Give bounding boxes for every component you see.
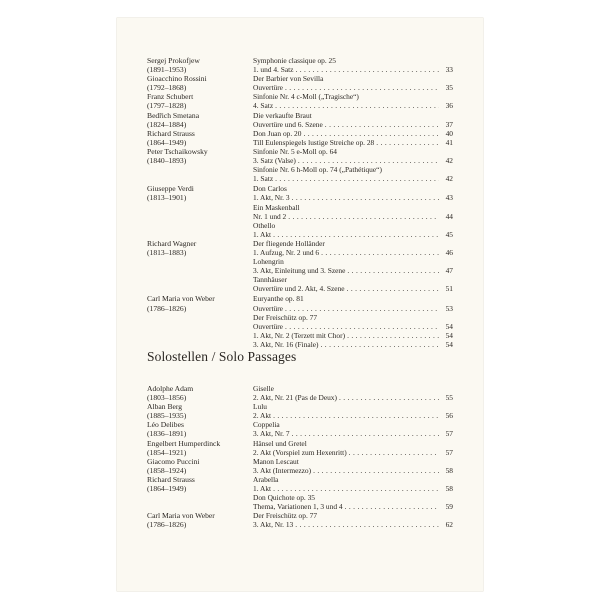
toc-line <box>253 439 453 448</box>
work-title: 3. Akt, Nr. 7 <box>253 429 290 439</box>
toc-line <box>253 248 453 257</box>
work-title: Sinfonie Nr. 4 c-Moll („Tragische“) <box>253 92 359 102</box>
composer-block <box>147 92 239 110</box>
work-list <box>253 294 453 349</box>
work-title: 1. Akt <box>253 229 272 239</box>
work-title: Ouvertüre <box>253 321 283 331</box>
toc-line <box>253 193 453 202</box>
toc-line <box>253 230 453 239</box>
work-title: 3. Akt (Intermezzo) <box>253 465 312 475</box>
toc-line <box>253 493 453 502</box>
toc-line <box>253 92 453 101</box>
page-number: 57 <box>445 447 453 457</box>
composer-name: Peter Tschaikowsky <box>147 146 208 156</box>
page-number: 51 <box>445 284 453 294</box>
composer-entry <box>147 92 453 110</box>
work-item <box>253 384 453 402</box>
toc-line <box>253 284 453 293</box>
work-title: Der Freischütz op. 77 <box>253 511 318 521</box>
toc-line <box>253 266 453 275</box>
composer-block <box>147 420 239 438</box>
toc-line <box>253 138 453 147</box>
page-number: 42 <box>445 156 453 166</box>
work-item <box>253 294 453 312</box>
work-title: 1. Aufzug, Nr. 2 und 6 <box>253 247 320 257</box>
work-list <box>253 74 453 92</box>
composer-name: Léo Delibes <box>147 420 184 430</box>
work-item <box>253 184 453 202</box>
toc-line <box>253 147 453 156</box>
work-list <box>253 439 453 457</box>
work-title: Hänsel und Gretel <box>253 438 307 448</box>
toc-line <box>253 101 453 110</box>
toc-line <box>253 313 453 322</box>
composer-dates: (1864–1949) <box>147 137 187 147</box>
composer-block <box>147 402 239 420</box>
composer-name: Engelbert Humperdinck <box>147 438 221 448</box>
toc-line <box>253 156 453 165</box>
work-item <box>253 221 453 239</box>
dot-leader <box>376 138 439 147</box>
composer-name: Gioacchino Rossini <box>147 74 207 84</box>
composer-entry <box>147 129 453 147</box>
page-number: 43 <box>445 193 453 203</box>
section-solo-passages <box>147 384 453 530</box>
work-item <box>253 257 453 275</box>
composer-block <box>147 511 239 529</box>
work-title: Don Carlos <box>253 184 287 194</box>
work-item <box>253 475 453 493</box>
composer-block <box>147 439 239 457</box>
work-title: Euryanthe op. 81 <box>253 294 304 304</box>
page-number: 36 <box>445 101 453 111</box>
toc-line <box>253 203 453 212</box>
work-title: Die verkaufte Braut <box>253 110 312 120</box>
dot-leader <box>275 101 439 110</box>
composer-entry <box>147 439 453 457</box>
composer-name: Bedřich Smetana <box>147 110 200 120</box>
work-list <box>253 56 453 74</box>
composer-entry <box>147 294 453 349</box>
page-number: 54 <box>445 330 453 340</box>
work-list <box>253 511 453 529</box>
composer-dates: (1786–1826) <box>147 303 187 313</box>
dot-leader <box>292 429 439 438</box>
work-title: Der fliegende Holländer <box>253 238 325 248</box>
toc-line <box>253 120 453 129</box>
toc-line <box>253 448 453 457</box>
work-item <box>253 511 453 529</box>
work-title: Sinfonie Nr. 5 e-Moll op. 64 <box>253 146 337 156</box>
work-title: Symphonie classique op. 25 <box>253 56 336 65</box>
work-title: Ouvertüre und 2. Akt, 4. Szene <box>253 284 345 294</box>
composer-name: Sergej Prokofjew <box>147 56 200 65</box>
work-item <box>253 111 453 129</box>
work-title: 1. und 4. Satz <box>253 65 294 75</box>
work-item <box>253 402 453 420</box>
toc-line <box>253 520 453 529</box>
work-item <box>253 129 453 147</box>
composer-block <box>147 147 239 165</box>
composer-entry <box>147 420 453 438</box>
work-item <box>253 313 453 349</box>
toc-line <box>253 239 453 248</box>
page-number: 47 <box>445 266 453 276</box>
page-number: 41 <box>445 137 453 147</box>
page-number: 53 <box>445 303 453 313</box>
work-title: Arabella <box>253 474 279 484</box>
composer-entry <box>147 475 453 511</box>
toc-line <box>253 56 453 65</box>
dot-leader <box>320 340 439 349</box>
dot-leader <box>347 284 439 293</box>
composer-dates: (1854–1921) <box>147 447 187 457</box>
toc-line <box>253 111 453 120</box>
work-item <box>253 92 453 110</box>
page-number: 55 <box>445 393 453 403</box>
page-number: 58 <box>445 465 453 475</box>
composer-entry <box>147 74 453 92</box>
dot-leader <box>339 393 439 402</box>
composer-block <box>147 56 239 74</box>
work-title: Lohengrin <box>253 257 284 267</box>
work-list <box>253 239 453 294</box>
toc-line <box>253 340 453 349</box>
work-title: Sinfonie Nr. 6 h-Moll op. 74 („Pathétique“) <box>253 165 382 175</box>
page-number: 45 <box>445 229 453 239</box>
work-title: Till Eulenspiegels lustige Streiche op. 28 <box>253 137 375 147</box>
work-title: Giselle <box>253 384 274 393</box>
dot-leader <box>298 156 439 165</box>
work-title: Don Juan op. 20 <box>253 128 302 138</box>
toc-line <box>253 384 453 393</box>
work-list <box>253 402 453 420</box>
composer-entry <box>147 402 453 420</box>
work-list <box>253 457 453 475</box>
composer-name: Richard Strauss <box>147 128 195 138</box>
toc-line <box>253 212 453 221</box>
dot-leader <box>303 129 439 138</box>
work-list <box>253 111 453 129</box>
composer-dates: (1797–1828) <box>147 101 187 111</box>
toc-line <box>253 411 453 420</box>
work-item <box>253 74 453 92</box>
toc-line <box>253 475 453 484</box>
work-list <box>253 384 453 402</box>
page-number: 54 <box>445 321 453 331</box>
composer-entry <box>147 147 453 183</box>
dot-leader <box>285 304 439 313</box>
page-number: 46 <box>445 247 453 257</box>
dot-leader <box>347 331 439 340</box>
dot-leader <box>345 502 439 511</box>
work-title: Ein Maskenball <box>253 202 300 212</box>
composer-block <box>147 294 239 312</box>
composer-entry <box>147 511 453 529</box>
composer-name: Giacomo Puccini <box>147 456 200 466</box>
work-item <box>253 439 453 457</box>
toc-line <box>253 294 453 303</box>
composer-dates: (1803–1856) <box>147 393 187 403</box>
composer-block <box>147 74 239 92</box>
work-title: Nr. 1 und 2 <box>253 211 287 221</box>
section-orchestral-excerpts <box>147 56 453 349</box>
work-title: 4. Satz <box>253 101 274 111</box>
dot-leader <box>273 411 439 420</box>
composer-dates: (1885–1935) <box>147 411 187 421</box>
page-number: 56 <box>445 411 453 421</box>
work-title: Der Freischütz op. 77 <box>253 312 318 322</box>
work-title: Ouvertüre <box>253 83 283 93</box>
work-title: Tannhäuser <box>253 275 287 285</box>
work-title: Ouvertüre <box>253 303 283 313</box>
dot-leader <box>273 484 439 493</box>
toc-line <box>253 322 453 331</box>
composer-block <box>147 111 239 129</box>
work-item <box>253 457 453 475</box>
work-item <box>253 203 453 221</box>
dot-leader <box>295 520 439 529</box>
toc-line <box>253 165 453 174</box>
work-title: 2. Akt, Nr. 21 (Pas de Deux) <box>253 393 337 403</box>
work-title: 3. Akt, Einleitung und 3. Szene <box>253 266 346 276</box>
dot-leader <box>321 248 439 257</box>
toc-line <box>253 484 453 493</box>
toc-line <box>253 393 453 402</box>
page-number: 33 <box>445 65 453 75</box>
work-title: 1. Akt, Nr. 2 (Terzett mit Chor) <box>253 330 346 340</box>
toc-line <box>253 83 453 92</box>
work-item <box>253 165 453 183</box>
toc-line <box>253 174 453 183</box>
composer-name: Giuseppe Verdi <box>147 184 194 194</box>
work-list <box>253 420 453 438</box>
page-number: 54 <box>445 339 453 349</box>
toc-line <box>253 221 453 230</box>
work-title: 3. Akt, Nr. 16 (Finale) <box>253 339 319 349</box>
page-number: 58 <box>445 484 453 494</box>
composer-name: Carl Maria von Weber <box>147 294 215 304</box>
page-number: 42 <box>445 174 453 184</box>
work-title: Thema, Variationen 1, 3 und 4 <box>253 502 343 512</box>
composer-block <box>147 384 239 402</box>
work-item <box>253 147 453 165</box>
work-item <box>253 420 453 438</box>
toc-line <box>253 466 453 475</box>
dot-leader <box>275 174 439 183</box>
toc-line <box>253 429 453 438</box>
work-title: Othello <box>253 220 276 230</box>
dot-leader <box>295 65 439 74</box>
composer-dates: (1792–1868) <box>147 83 187 93</box>
work-list <box>253 147 453 183</box>
dot-leader <box>288 212 439 221</box>
toc-line <box>253 184 453 193</box>
composer-dates: (1891–1953) <box>147 65 187 75</box>
composer-dates: (1813–1883) <box>147 247 187 257</box>
toc-line <box>253 275 453 284</box>
work-title: 1. Akt <box>253 484 272 494</box>
dot-leader <box>347 266 439 275</box>
dot-leader <box>273 230 439 239</box>
work-title: Der Barbier von Sevilla <box>253 74 324 84</box>
composer-entry <box>147 457 453 475</box>
toc-line <box>253 511 453 520</box>
composer-dates: (1836–1891) <box>147 429 187 439</box>
work-title: 3. Akt, Nr. 13 <box>253 520 294 530</box>
work-title: Coppelia <box>253 420 280 430</box>
work-list <box>253 92 453 110</box>
toc-line <box>253 257 453 266</box>
work-title: 3. Satz (Valse) <box>253 156 296 166</box>
toc-line <box>253 457 453 466</box>
dot-leader <box>349 448 439 457</box>
composer-entry <box>147 56 453 74</box>
work-title: Lulu <box>253 402 267 412</box>
composer-block <box>147 239 239 257</box>
work-title: Manon Lescaut <box>253 456 299 466</box>
work-item <box>253 239 453 257</box>
work-item <box>253 56 453 74</box>
composer-block <box>147 129 239 147</box>
page-number: 59 <box>445 502 453 512</box>
composer-name: Adolphe Adam <box>147 384 194 393</box>
composer-block <box>147 475 239 493</box>
composer-name: Richard Wagner <box>147 238 197 248</box>
dot-leader <box>285 83 439 92</box>
composer-entry <box>147 239 453 294</box>
section-heading: Solostellen / Solo Passages <box>147 349 297 364</box>
toc-line <box>253 402 453 411</box>
dot-leader <box>285 322 439 331</box>
work-title: 1. Akt, Nr. 3 <box>253 193 290 203</box>
work-item <box>253 275 453 293</box>
composer-entry <box>147 384 453 402</box>
work-item <box>253 493 453 511</box>
dot-leader <box>325 120 439 129</box>
work-title: 2. Akt (Vorspiel zum Hexenritt) <box>253 447 347 457</box>
page-number: 57 <box>445 429 453 439</box>
composer-entry <box>147 184 453 239</box>
toc-line <box>253 331 453 340</box>
toc-line <box>253 129 453 138</box>
composer-dates: (1786–1826) <box>147 520 187 530</box>
work-title: Don Quichote op. 35 <box>253 493 315 503</box>
composer-entry <box>147 111 453 129</box>
book-page <box>117 18 483 591</box>
toc-line <box>253 304 453 313</box>
composer-dates: (1813–1901) <box>147 193 187 203</box>
page-number: 40 <box>445 128 453 138</box>
toc-line <box>253 65 453 74</box>
composer-dates: (1840–1893) <box>147 156 187 166</box>
toc-line <box>253 420 453 429</box>
composer-name: Richard Strauss <box>147 474 195 484</box>
dot-leader <box>313 466 439 475</box>
toc-line <box>253 74 453 83</box>
composer-dates: (1858–1924) <box>147 465 187 475</box>
work-title: Ouvertüre und 6. Szene <box>253 119 323 129</box>
page-number: 37 <box>445 119 453 129</box>
composer-name: Franz Schubert <box>147 92 194 102</box>
toc-line <box>253 502 453 511</box>
page-number: 62 <box>445 520 453 530</box>
page-number: 35 <box>445 83 453 93</box>
composer-block <box>147 457 239 475</box>
work-title: 1. Satz <box>253 174 274 184</box>
composer-dates: (1864–1949) <box>147 484 187 494</box>
composer-name: Carl Maria von Weber <box>147 511 215 521</box>
page-number: 44 <box>445 211 453 221</box>
composer-name: Alban Berg <box>147 402 183 412</box>
composer-block <box>147 184 239 202</box>
dot-leader <box>292 193 439 202</box>
work-list <box>253 129 453 147</box>
work-list <box>253 184 453 239</box>
composer-dates: (1824–1884) <box>147 119 187 129</box>
work-list <box>253 475 453 511</box>
work-title: 2. Akt <box>253 411 272 421</box>
